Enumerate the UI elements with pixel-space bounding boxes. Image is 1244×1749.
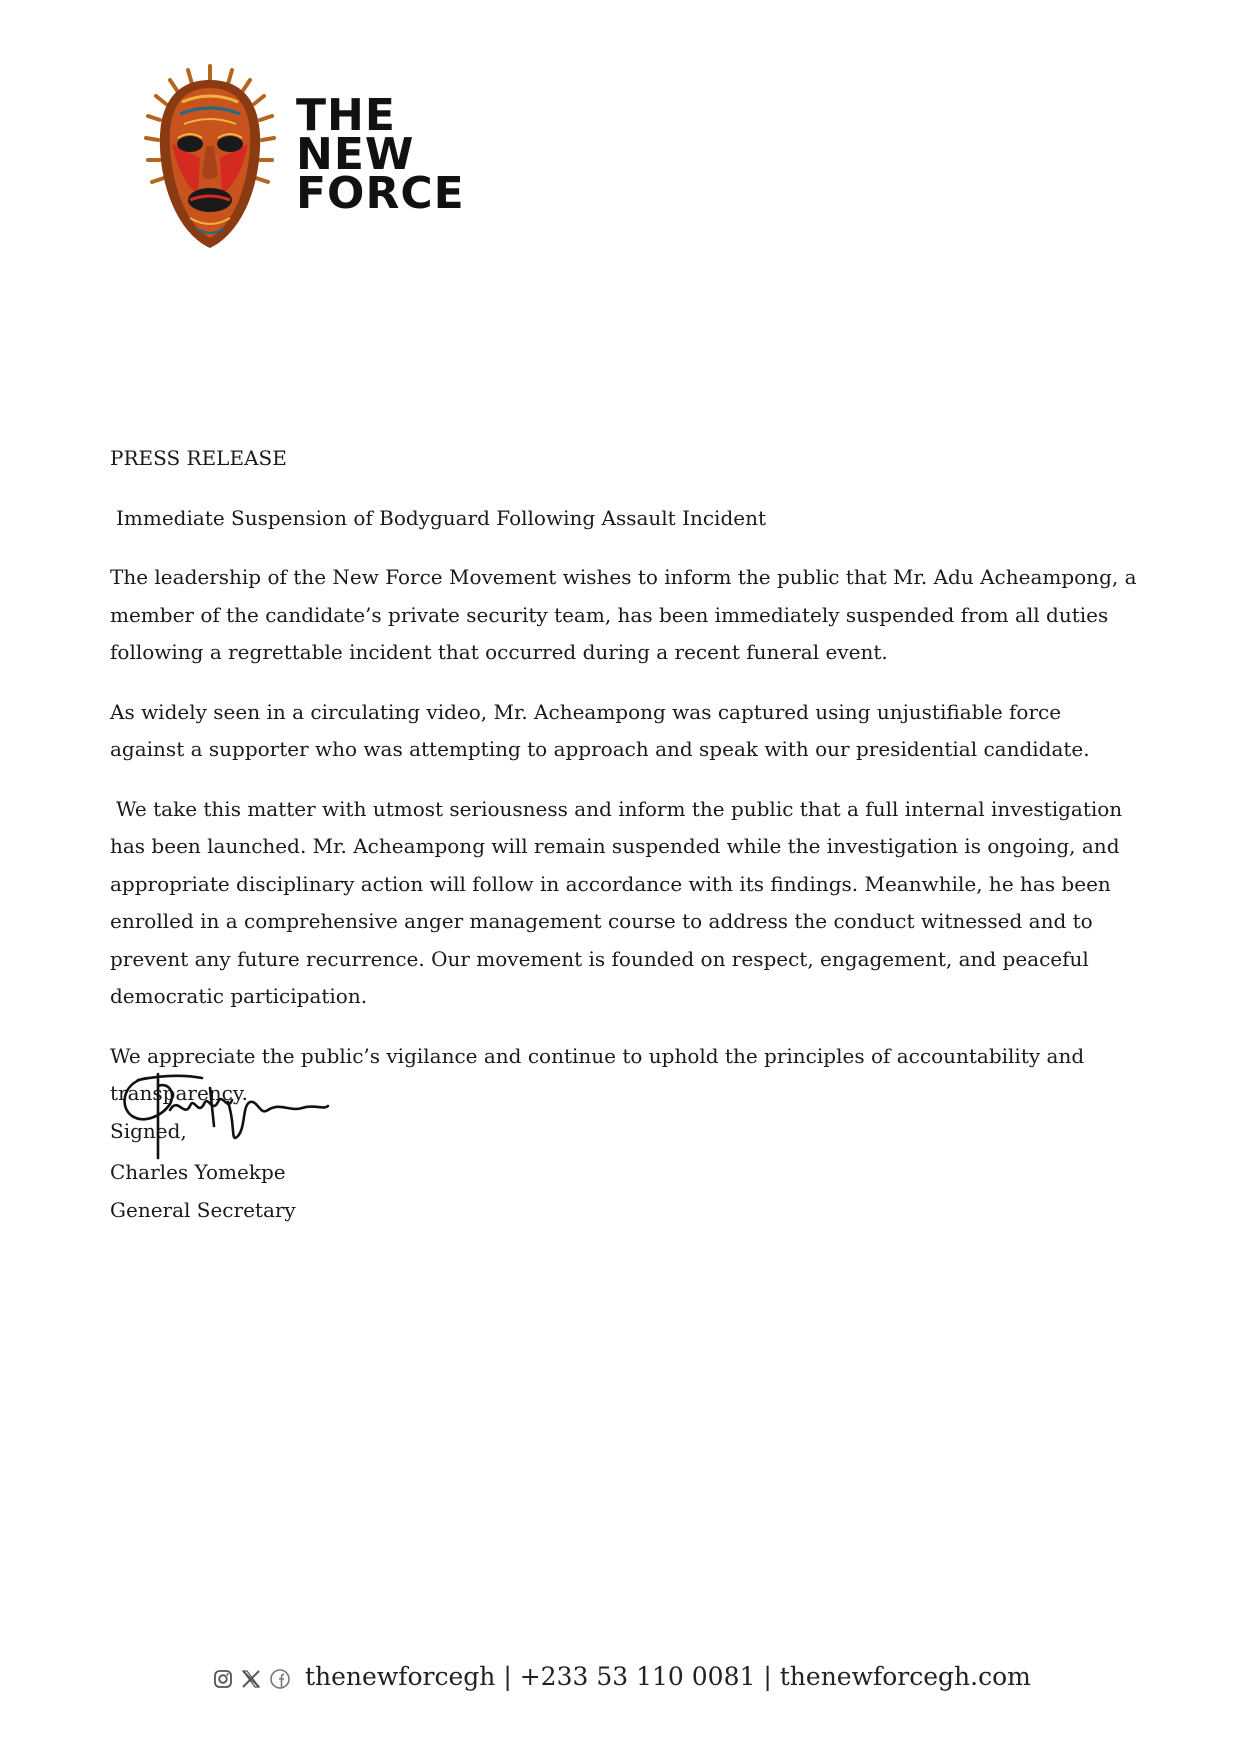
footer-contact — [0, 1660, 1244, 1691]
logo-mask-image — [140, 62, 280, 254]
paragraph-4: We appreciate the public’s vigilance and continue to uphold the principles of accountability and transparency. — [110, 1043, 1085, 1105]
signer-block — [110, 1154, 296, 1229]
document-title: Immediate Suspension of Bodyguard Following Assault Incident — [116, 505, 767, 530]
paragraph-2: As widely seen in a circulating video, Mr. Acheampong was captured using unjustifiable force against a supporter who was attempting to approach and speak with our presidential candidate. — [110, 699, 1090, 761]
website-link[interactable]: thenewforcegh.com — [779, 1662, 1031, 1691]
social-icons — [213, 1662, 291, 1691]
social-handle[interactable]: thenewforcegh — [304, 1662, 496, 1691]
signature-image — [118, 1066, 338, 1166]
footer-separator-2: | — [763, 1662, 772, 1691]
signed-label: Signed, — [110, 1118, 187, 1143]
paragraph-3: We take this matter with utmost seriousness and inform the public that a full internal investigation has been launched. Mr. Acheampong will remain suspended while the investigation is ongoing, and appropriate disciplinary action will follow in accordance with its findings. Meanwhile, he has been enrolled in a comprehensive anger management course to address the conduct witnessed and to prevent any future recurrence. Our movement is founded on respect, engagement, and peaceful democratic participation. — [110, 796, 1123, 1008]
instagram-icon[interactable] — [213, 1669, 233, 1689]
logo-wordmark — [296, 90, 465, 219]
x-icon[interactable] — [241, 1669, 261, 1689]
signer-title: General Secretary — [110, 1197, 296, 1222]
logo-line-2: NEW — [296, 129, 415, 180]
logo-line-3: FORCE — [296, 168, 465, 219]
phone-number[interactable]: +233 53 110 0081 — [519, 1662, 756, 1691]
logo-line-1: THE — [296, 90, 396, 141]
press-release-body — [110, 440, 1140, 1150]
footer-separator-1: | — [503, 1662, 512, 1691]
signer-name: Charles Yomekpe — [110, 1160, 286, 1184]
facebook-icon[interactable] — [269, 1668, 291, 1690]
paragraph-1: The leadership of the New Force Movement wishes to inform the public that Mr. Adu Acheampong, a member of the candidate’s private security team, has been immediately suspended from all duties following a regrettable incident that occurred during a recent funeral event. — [110, 565, 1137, 664]
document-label: PRESS RELEASE — [110, 446, 287, 470]
